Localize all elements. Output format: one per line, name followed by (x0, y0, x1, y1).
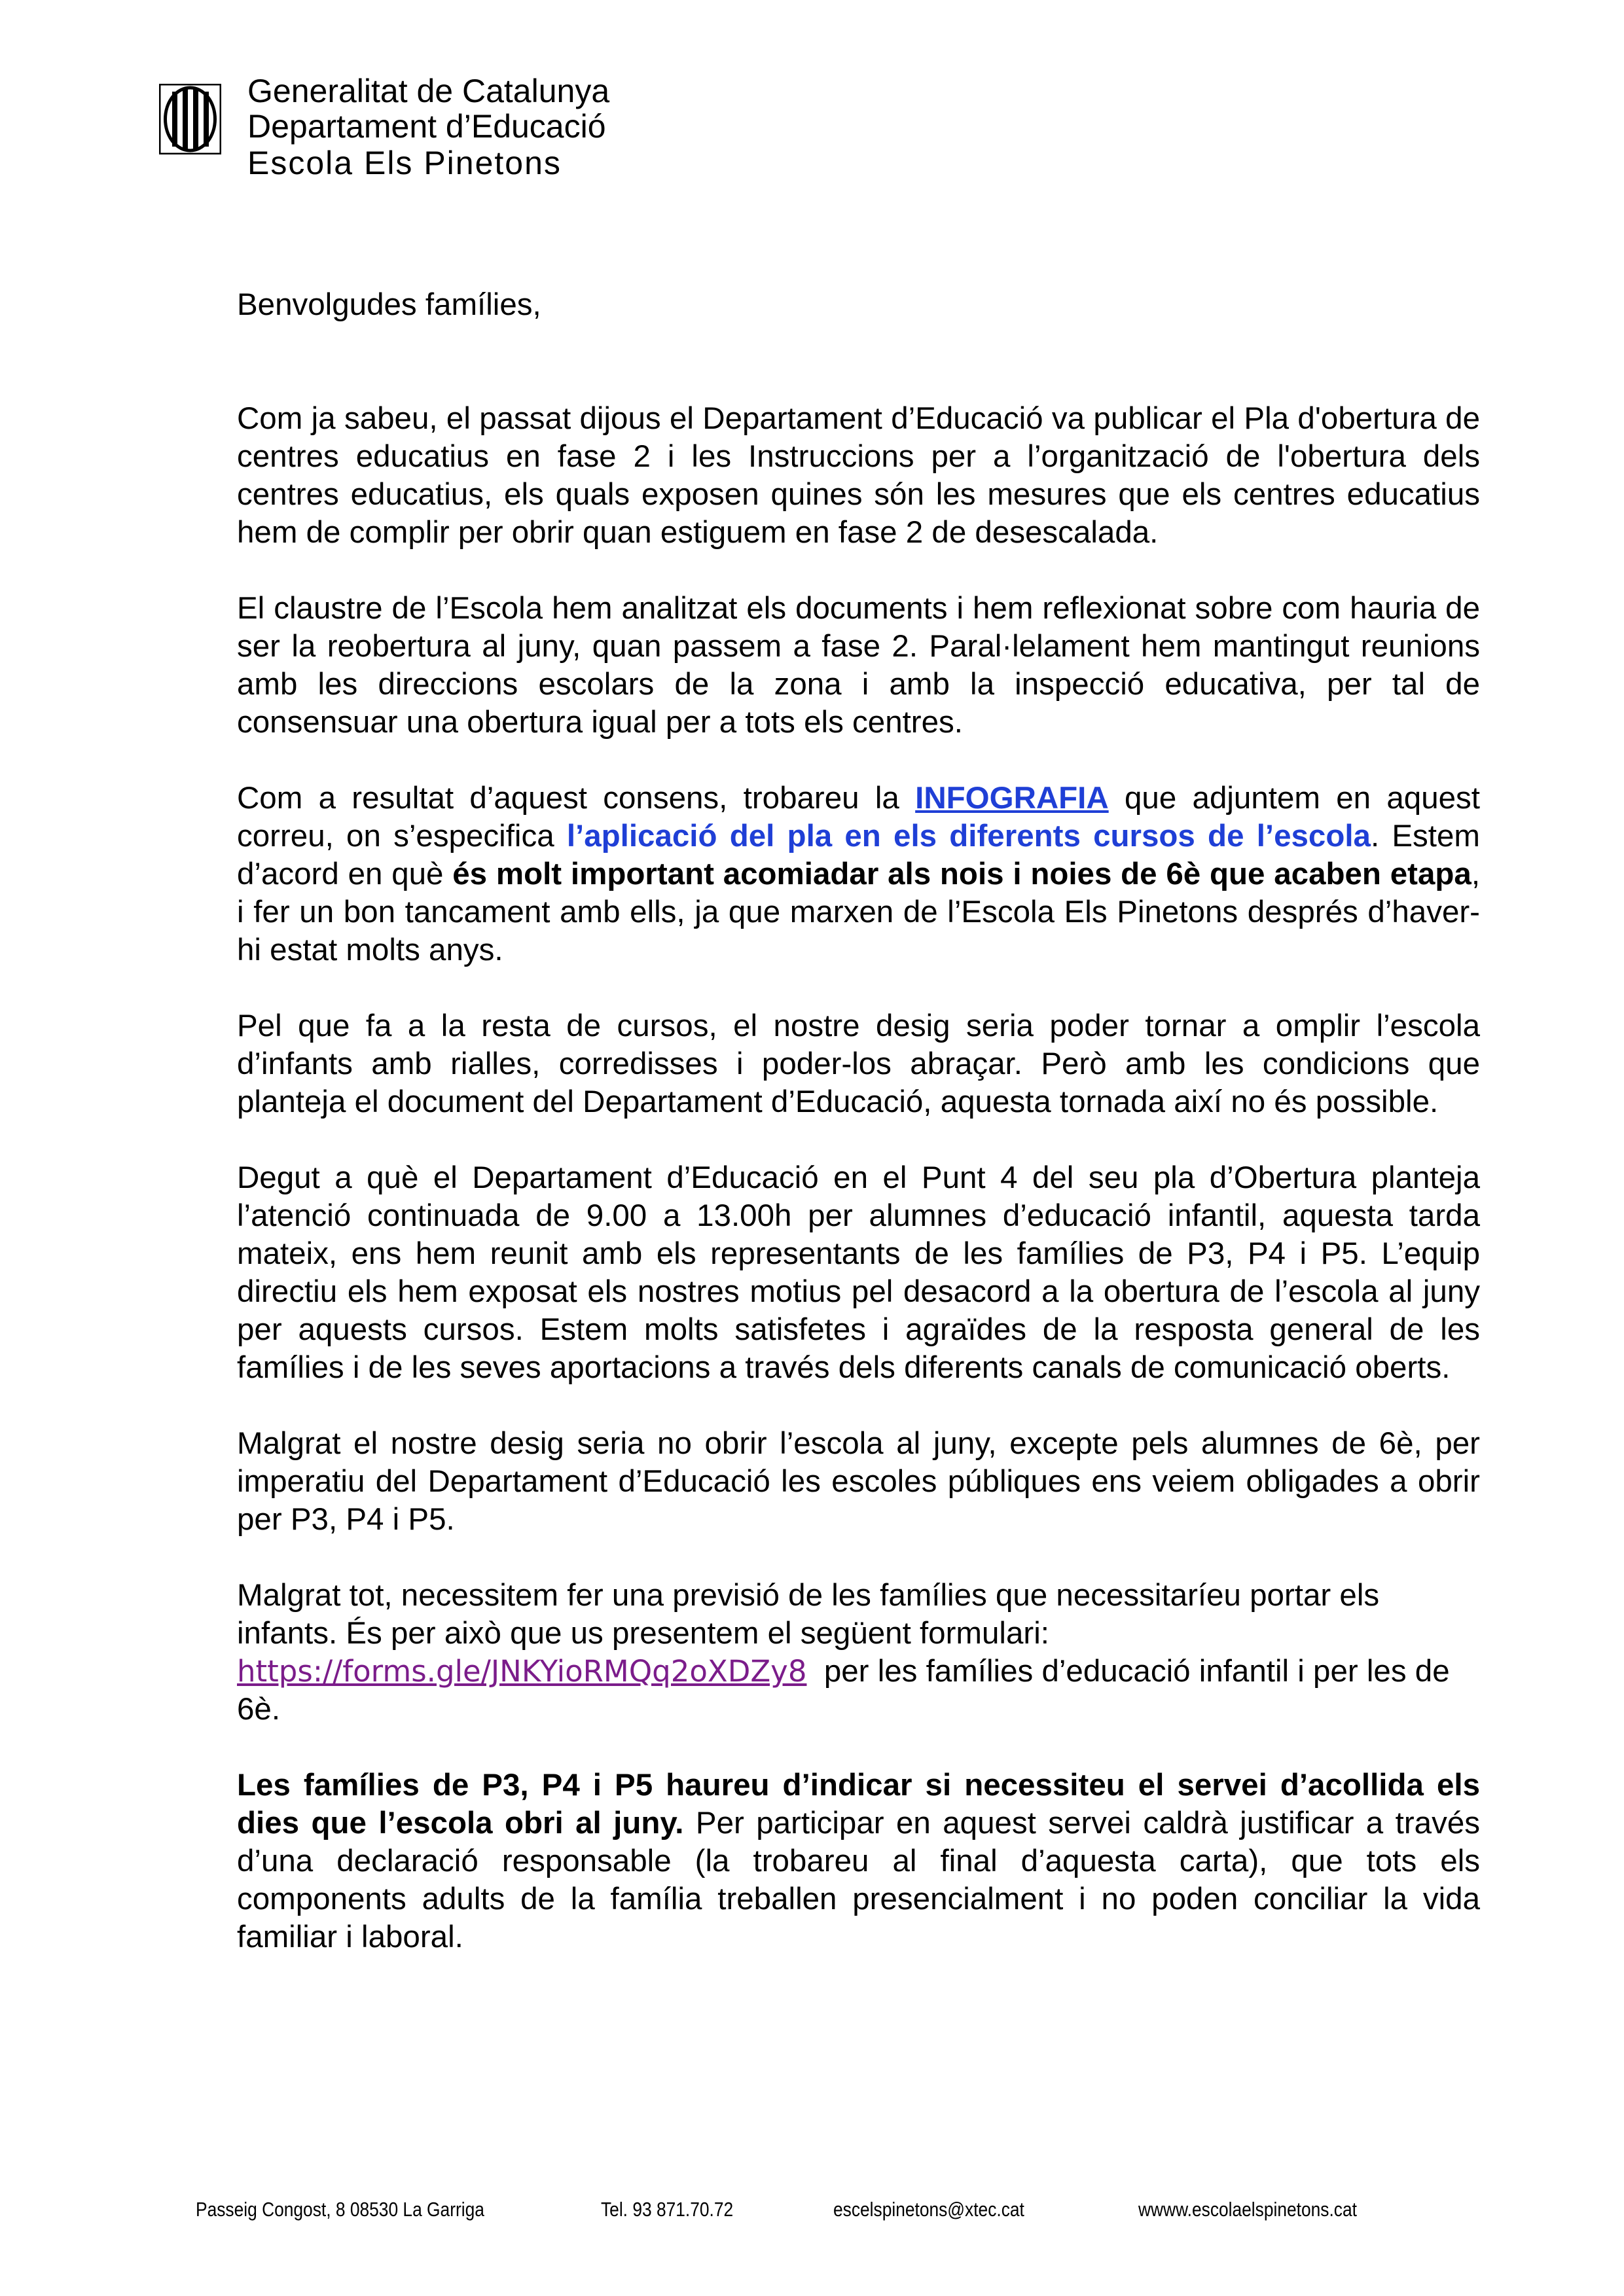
text: , i fer un bon tancament amb ells, ja que marxen de l’Escola Els Pinetons després d’haver-hi estat molts anys. (237, 857, 1481, 967)
letterhead-school: Escola Els Pinetons (247, 145, 562, 181)
text: per les famílies d’educació infantil i per les de 6è. (237, 1654, 1458, 1727)
paragraph-5: Degut a què el Departament d’Educació en el Punt 4 del seu pla d’Obertura planteja l’atenció continuada de 9.00 a 13.00h per alumnes d’educació infantil, aquesta tarda mateix, ens hem reunit amb els representants de les famílies de P3, P4 i P5. L’equip directiu els hem exposat els nostres motius pel desacord a la obertura de l’escola al juny per aquests cursos. Estem molts satisfetes i agraïdes de la resposta general de les famílies i de les seves aportacions a través dels diferents canals de comunicació oberts. (237, 1160, 1480, 1385)
paragraph-3 (237, 780, 1480, 969)
highlight-text: l’aplicació del pla en els diferents cursos de l’escola (566, 819, 1371, 853)
letterhead-generalitat: Generalitat de Catalunya (247, 73, 610, 109)
text: Per participar en aquest servei caldrà justificar a través d’una declaració responsable (la trobareu al final d’aquesta carta), que tots els components adults de la família treballen presencialment i no poden conciliar la vida familiar i laboral. (237, 1806, 1480, 1954)
generalitat-logo-icon (159, 84, 221, 154)
letter-body (237, 286, 1480, 1994)
text: que adjuntem en aquest correu, on s’especifica (237, 781, 1480, 853)
infografia-link[interactable]: INFOGRAFIA (915, 781, 1109, 816)
text: . Estem d’acord en què (237, 819, 1480, 891)
greeting: Benvolgudes famílies, (237, 287, 541, 322)
paragraph-6: Malgrat el nostre desig seria no obrir l’escola al juny, excepte pels alumnes de 6è, per imperatiu del Departament d’Educació les escoles públiques ens veiem obligades a obrir per P3, P4 i P5. (237, 1426, 1480, 1537)
paragraph-7 (237, 1577, 1480, 1729)
footer-phone: Tel. 93 871.70.72 (601, 2198, 734, 2221)
footer-website[interactable]: wwww.escolaelspinetons.cat (1138, 2198, 1357, 2221)
paragraph-2: El claustre de l’Escola hem analitzat els documents i hem reflexionat sobre com hauria de ser la reobertura al juny, quan passem a fase 2. Paral·lelament hem mantingut reunions amb les direccions escolars de la zona i amb la inspecció educativa, per tal de consensuar una obertura igual per a tots els centres. (237, 591, 1480, 740)
paragraph-8 (237, 1767, 1480, 1956)
footer-address: Passeig Congost, 8 08530 La Garriga (196, 2198, 484, 2221)
letterhead (247, 73, 609, 181)
letterhead-department: Departament d’Educació (247, 108, 606, 145)
paragraph-4: Pel que fa a la resta de cursos, el nostre desig seria poder tornar a omplir l’escola d’infants amb rialles, corredisses i poder-los abraçar. Però amb les condicions que planteja el document del Departament d’Educació, aquesta tornada així no és possible. (237, 1009, 1480, 1119)
paragraph-1: Com ja sabeu, el passat dijous el Departament d’Educació va publicar el Pla d'obertura de centres educatius en fase 2 i les Instruccions per a l’organització de l'obertura dels centres educatius, els quals exposen quines són les mesures que els centres educatius hem de complir per obrir quan estiguem en fase 2 de desescalada. (237, 401, 1480, 550)
bold-text: és molt important acomiadar als nois i noies de 6è que acaben etapa (452, 857, 1471, 891)
footer-email[interactable]: escelspinetons@xtec.cat (833, 2198, 1024, 2221)
text: Com a resultat d’aquest consens, trobareu la (237, 781, 916, 816)
form-link[interactable]: https://forms.gle/JNKYioRMQq2oXDZy8 (237, 1654, 807, 1689)
text: Malgrat tot, necessitem fer una previsió de les famílies que necessitaríeu portar els infants. És per això que us presentem el següent formulari: (237, 1578, 1380, 1651)
bold-text: Les famílies de P3, P4 i P5 haureu d’indicar si necessiteu el servei d’acollida els dies que l’escola obri al juny. (237, 1768, 1480, 1840)
